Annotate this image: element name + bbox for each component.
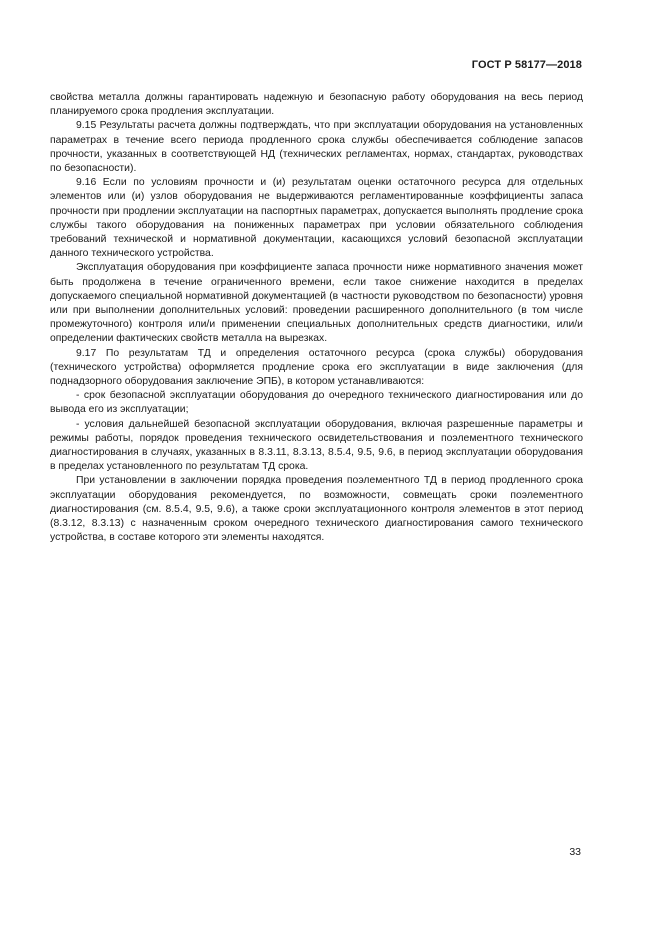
list-item-service-term: - срок безопасной эксплуатации оборудования до очередного технического диагностирования или до вывода его из эксплуатации; bbox=[50, 390, 583, 416]
paragraph-continuation: свойства металла должны гарантировать надежную и безопасную работу оборудования на весь период планируемого срока продления эксплуатации. bbox=[50, 92, 583, 118]
paragraph-element-diagnostics: При установлении в заключении порядка проведения поэлементного ТД в период продленного срока эксплуатации оборудования рекомендуется, по возможности, совмещать сроки поэлементного диагностирования (см. 8.5.4, 9.5, 9.6), а также сроки эксплуатационного контроля элементов в этот период (8.3.12, 8.3.13) с назначенным сроком очередного технического диагностирования самого технического устройства, в составе которого эти элементы находятся. bbox=[50, 475, 583, 544]
paragraph-9-15: 9.15 Результаты расчета должны подтверждать, что при эксплуатации оборудования на установленных параметрах в течение всего периода продленного срока службы обеспечивается соблюдение запасов прочности, указанных в соответствующей НД (технических регламентах, нормах, стандартах, руководствах по безопасности). bbox=[50, 120, 583, 175]
page-number: 33 bbox=[569, 846, 581, 858]
paragraph-9-16: 9.16 Если по условиям прочности и (и) результатам оценки остаточного ресурса для отдельных элементов или (и) узлов оборудования не выдерживаются регламентированные коэффициенты запаса прочности при продлении эксплуатации на паспортных параметрах, допускается выполнять продление срока службы такого оборудования на пониженных параметрах при условии обязательного соблюдения требований технической и нормативной документации, касающихся условий безопасной эксплуатации данного технического устройства. bbox=[50, 177, 583, 260]
page-body-text bbox=[50, 91, 583, 546]
list-item-operating-conditions: - условия дальнейшей безопасной эксплуатации оборудования, включая разрешенные параметры и режимы работы, порядок проведения технического освидетельствования и поэлементного технического диагностирования в случаях, указанных в 8.3.11, 8.3.13, 8.5.4, 9.5, 9.6, в период эксплуатации оборудования в пределах установленного по результатам ТД срока. bbox=[50, 418, 583, 473]
document-code-header: ГОСТ Р 58177—2018 bbox=[471, 59, 582, 71]
paragraph-safety-margin: Эксплуатация оборудования при коэффициенте запаса прочности ниже нормативного значения может быть продолжена в течение ограниченного времени, если такое снижение находится в пределах допускаемого специальной нормативной документацией (в частности руководством по безопасности) уровня или при выполнении дополнительных условий: проведении расширенного дополнительного (в том числе промежуточного) контроля или/и применении специальных дополнительных средств диагностики, или/и определении фактических свойств металла на вырезках. bbox=[50, 262, 583, 345]
paragraph-9-17: 9.17 По результатам ТД и определения остаточного ресурса (срока службы) оборудования (технического устройства) оформляется продление срока его эксплуатации в виде заключения (для поднадзорного оборудования заключение ЭПБ), в котором устанавливаются: bbox=[50, 347, 583, 388]
